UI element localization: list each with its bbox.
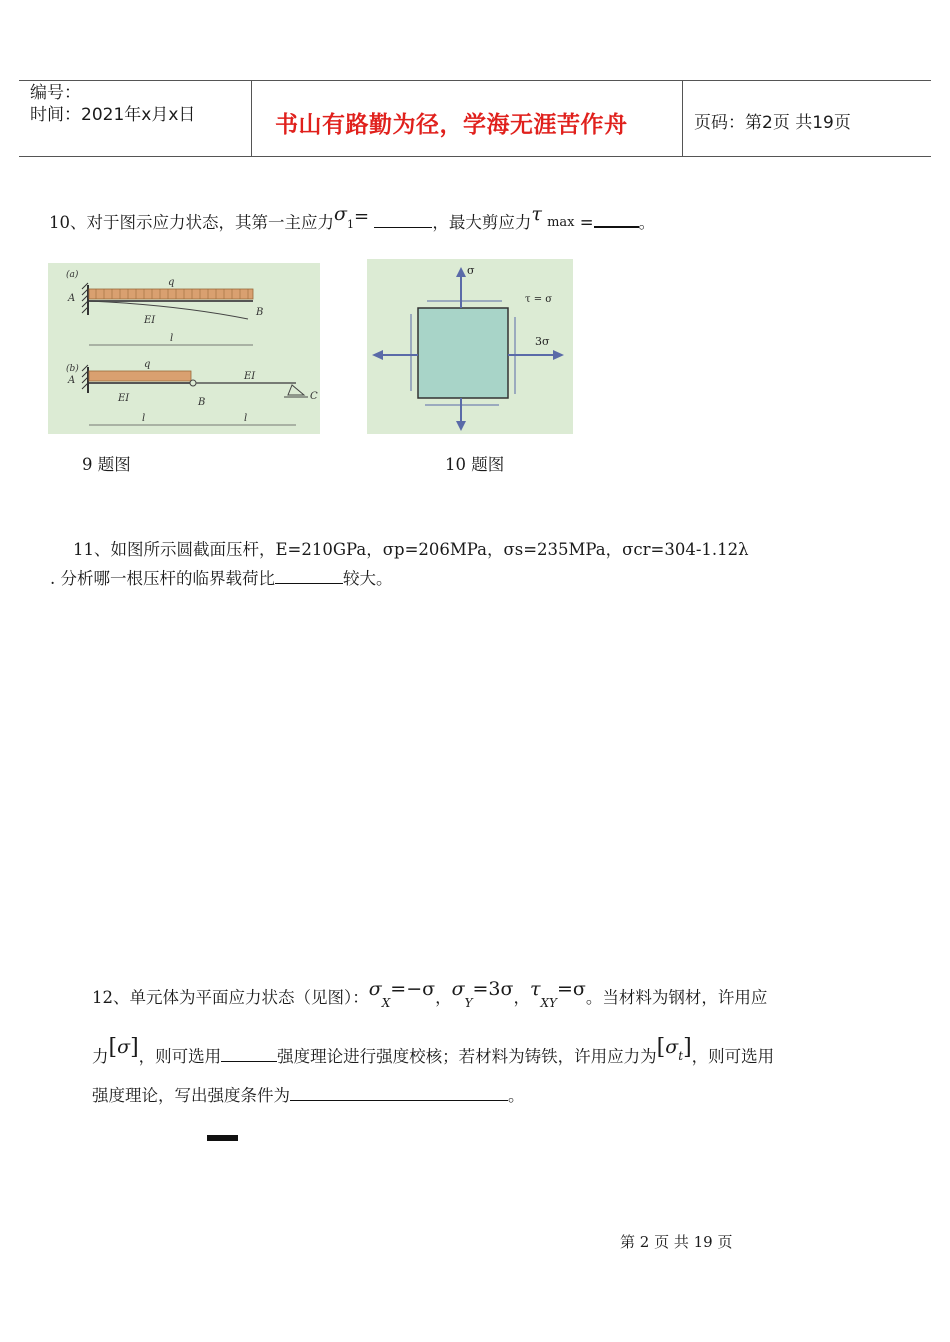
label-EI-b2: EI [244,371,256,382]
question-12-line3 [92,1084,525,1107]
q12-sigma-y-sub: Y [464,996,473,1010]
q11-line2-end: 较大。 [343,569,393,588]
sigma-arrowhead-top [456,267,466,277]
label-A-b: A [68,375,76,386]
q12-line3-end: 。 [508,1086,525,1105]
q12-sigma-x-sub: X [381,996,391,1010]
q12-line2-d: ，则可选用 [691,1047,775,1066]
figure-9 [48,263,320,434]
figure-10 [367,259,573,434]
q11-blank[interactable] [275,567,343,584]
q12-prefix: 12、单元体为平面应力状态（见图）： [92,988,369,1007]
question-11-line2 [50,567,393,590]
three-sigma-arrowhead-right [553,350,564,360]
q12-tau-xy: τ [529,978,541,1000]
label-A-a: A [68,293,76,304]
black-bar-mark [207,1135,238,1141]
label-b: (b) [66,364,79,374]
q10-sub1: 1 [346,218,354,231]
label-tau: τ = σ [525,294,553,305]
question-12-line2: 力[σ]，则可选用 强度理论进行强度校核；若材料为铸铁，许用应力为$[\sigma_t]$，则可选用 [92,1035,775,1066]
question-10 [49,203,656,236]
stress-element [418,308,508,398]
beam-diagram [48,263,320,434]
q12-sep-1: ， [435,988,452,1007]
doc-time-label: 时间：2021年x月x日 [30,105,196,125]
q12-sigma-t-sub: t [678,1049,684,1063]
q10-mid: ，最大剪应力 [432,213,532,232]
label-a: (a) [66,270,79,280]
label-l-b1: l [142,413,146,424]
q12-blank-1[interactable] [221,1045,277,1062]
header-page-number: 页码：第2页 共19页 [694,113,851,133]
label-three-sigma: 3σ [535,335,550,348]
q12-tau-xy-sub: XY [540,996,557,1010]
question-11-line1: 11、如图所示圆截面压杆，E=210GPa，σp=206MPa，σs=235MPa，σcr=304-1.12λ [73,540,749,559]
q10-tau: τ [531,203,542,225]
q12-sigma-x: σ [368,978,382,1000]
q12-tau-xy-value: =σ [556,978,586,1000]
label-l-b2: l [244,413,248,424]
q12-line1-end: 。当材料为钢材，许用应 [585,988,768,1007]
q10-blank-1[interactable] [374,211,432,228]
doc-number-label: 编号： [30,83,81,103]
three-sigma-arrowhead-left [372,350,383,360]
q12-sigma-x-value: =−σ [390,978,436,1000]
load-b [89,371,191,381]
question-12-line1 [92,978,768,1014]
deflection-a [89,301,248,319]
q12-blank-2[interactable] [290,1084,508,1101]
label-l-a: l [170,333,174,344]
label-C: C [310,391,318,402]
header-motto: 书山有路勤为径，学海无涯苦作舟 [275,112,628,138]
label-EI-a: EI [144,315,156,326]
q12-sep-2: ， [513,988,530,1007]
q10-submax: max [547,215,575,230]
label-sigma: σ [467,264,475,277]
q10-eq: = [353,206,370,227]
hinge-b [190,380,196,386]
q11-line2-prefix: . 分析哪一根压杆的临界载荷比 [50,569,275,588]
q12-line2-c: 强度理论进行强度校核；若材料为铸铁，许用应力为 [277,1047,657,1066]
q12-sigma-y-value: =3σ [472,978,514,1000]
figure-10-caption: 10 题图 [445,455,505,474]
label-B-b: B [198,397,206,408]
label-B-a: B [256,307,264,318]
q10-sigma: σ [334,203,347,225]
label-EI-b1: EI [118,393,130,404]
q10-end: 。 [638,213,656,232]
q10-prefix: 10、对于图示应力状态，其第一主应力 [49,213,334,232]
q12-line2-b: ，则可选用 [138,1047,222,1066]
header-top-border [19,80,931,81]
q12-line2-a: 力 [92,1047,109,1066]
footer-page-number: 第 2 页 共 19 页 [620,1233,733,1251]
q10-blank-2[interactable] [594,210,639,228]
load-a [89,289,253,299]
sigma-arrowhead-bottom [456,421,466,431]
header-divider-left [251,80,252,157]
q12-sigma-allow: σ [117,1036,131,1058]
header-bottom-border [19,156,931,157]
figure-9-caption: 9 题图 [82,455,131,474]
q10-eq2: = [579,213,594,232]
support-c [288,385,304,395]
stress-element-diagram [367,259,573,434]
q12-line3-a: 强度理论，写出强度条件为 [92,1086,290,1105]
label-q-a: q [168,277,175,288]
q12-sigma-t: σ [665,1036,679,1058]
q12-sigma-y: σ [451,978,465,1000]
label-q-b: q [144,359,151,370]
header-divider-right [682,80,683,157]
